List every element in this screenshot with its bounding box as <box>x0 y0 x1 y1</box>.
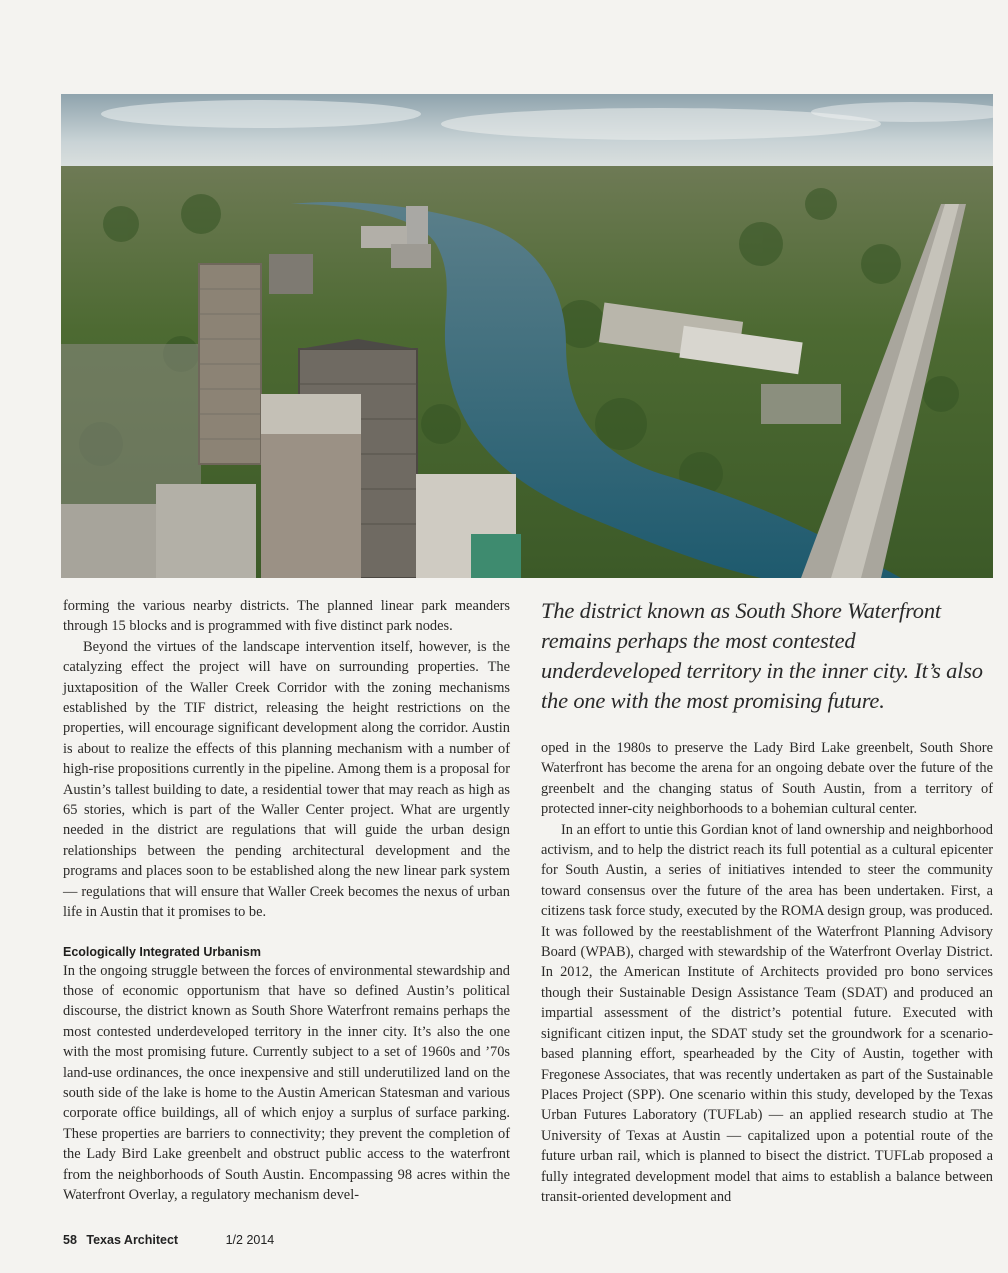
pull-quote: The district known as South Shore Waterfront remains perhaps the most contested underdeveloped territory in the inner city. It’s also the one with the most promising future. <box>541 598 983 713</box>
left-column <box>63 596 510 1205</box>
aerial-photo-icon <box>61 94 993 578</box>
body-paragraph: In an effort to untie this Gordian knot of land ownership and neighborhood activism, and to help the district reach its full potential as a cultural epicenter for South Austin, a series of initiatives intended to steer the community toward consensus over the future of the area has been undertaken. First, a citizens task force study, executed by the ROMA design group, was produced. It was followed by the reestablishment of the Waterfront Planning Advisory Board (WPAB), charged with stewardship of the Waterfront Overlay District. In 2012, the American Institute of Architects provided pro bono services though their Sustainable Design Assistance Team (SDAT) and produced an impartial assessment of the district’s potential future. Executed with significant citizen input, the SDAT study set the groundwork for a scenario-based planning effort, spearheaded by the City of Austin, together with Fregonese Associates, that was recently undertaken as part of the Sustainable Places Project (SPP). One scenario within this study, developed by the Texas Urban Futures Laboratory (TUFLab) — an applied research studio at The University of Texas at Austin — capitalized upon a potential route of the future urban rail, which is planned to bisect the district. TUFLab proposed a fully integrated development model that aims to establish a balance between transit-oriented development and <box>541 821 993 1205</box>
body-paragraph: In the ongoing struggle between the forces of environmental stewardship and those of economic opportunism that have so defined Austin’s political discourse, the district known as South Shore Waterfront remains perhaps the most contested underdeveloped territory in the inner city. It’s also the one with the most promising future. Currently subject to a set of 1960s and ’70s land-use ordinances, the once inexpensive and still underutilized land on the south side of the lake is home to the Austin American Statesman and various corporate office buildings, all of which enjoy a surplus of surface parking. These properties are barriers to connectivity; they prevent the completion of the Lady Bird Lake greenbelt and obstruct public access to the waterfront from the neighborhoods of South Austin. Encompassing 98 acres within the Waterfront Overlay, a regulatory mechanism devel- <box>63 962 510 1203</box>
issue-date: 1/2 2014 <box>225 1233 275 1247</box>
page-number: 58 <box>63 1233 77 1247</box>
body-paragraph: oped in the 1980s to preserve the Lady Bird Lake greenbelt, South Shore Waterfront has become the arena for an ongoing debate over the future of the greenbelt and the changing status of South Austin, from a territory of protected inner-city neighborhoods to a bohemian cultural center. <box>541 740 993 818</box>
body-paragraph: forming the various nearby districts. The planned linear park meanders through 15 blocks and is programmed with five distinct park nodes. <box>63 598 510 635</box>
section-heading: Ecologically Integrated Urbanism <box>63 944 261 959</box>
body-paragraph: Beyond the virtues of the landscape intervention itself, however, is the catalyzing effect the project will have on surrounding properties. The juxtaposition of the Waller Creek Corridor with the zoning mechanisms established by the TIF district, releasing the height restrictions on the properties, will encourage significant development along the corridor. Austin is about to realize the effects of this planning mechanism with a number of high-rise propositions currently in the pipeline. Among them is a proposal for Austin’s tallest building to date, a residential tower that may reach as high as 65 stories, which is part of the Waller Center project. What are urgently needed in the district are regulations that will guide the urban design relationships between the pending architectural development and the programs and places soon to be established along the new linear park system — regulations that will ensure that Waller Creek becomes the nexus of urban life in Austin that it promises to be. <box>63 638 510 921</box>
page-footer <box>63 1233 274 1247</box>
magazine-name: Texas Architect <box>86 1233 179 1247</box>
right-column <box>541 596 993 1207</box>
aerial-photo <box>61 94 993 578</box>
